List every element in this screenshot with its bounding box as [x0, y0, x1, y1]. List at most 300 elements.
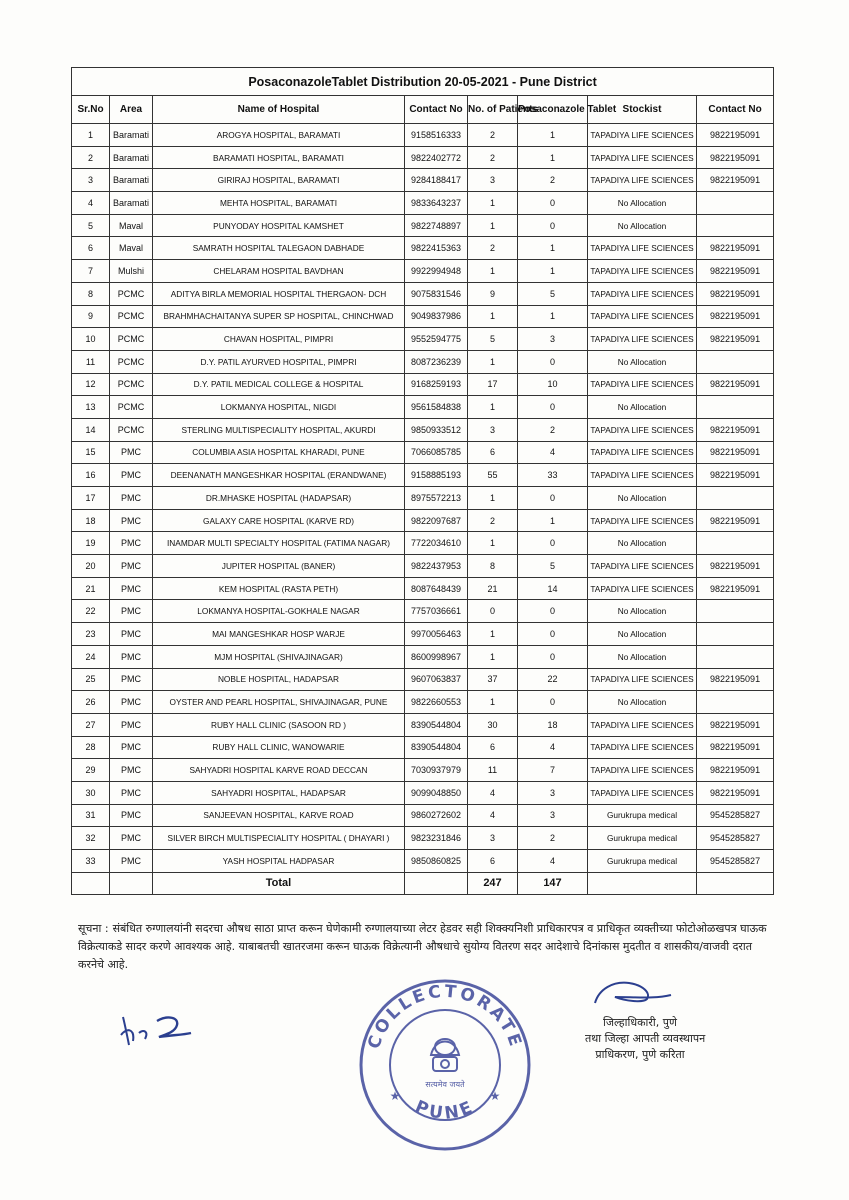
cell-area: PMC — [110, 645, 153, 668]
cell-hospital-name: COLUMBIA ASIA HOSPITAL KHARADI, PUNE — [153, 441, 405, 464]
cell-stockist: TAPADIYA LIFE SCIENCES — [588, 282, 697, 305]
cell-patients: 2 — [468, 237, 518, 260]
cell-stockist-contact — [697, 532, 774, 555]
cell-stockist-contact — [697, 192, 774, 215]
total-blank-contact — [405, 872, 468, 894]
cell-patients: 1 — [468, 192, 518, 215]
cell-hospital-name: JUPITER HOSPITAL (BANER) — [153, 555, 405, 578]
cell-stockist: No Allocation — [588, 691, 697, 714]
cell-stockist: TAPADIYA LIFE SCIENCES — [588, 736, 697, 759]
table-row — [72, 691, 774, 714]
table-row — [72, 555, 774, 578]
cell-sr-no: 25 — [72, 668, 110, 691]
star-icon: ★ — [389, 1089, 401, 1103]
cell-contact-no: 9823231846 — [405, 827, 468, 850]
cell-patients: 30 — [468, 713, 518, 736]
header-no-of-patients: No. of Patients — [468, 96, 518, 124]
cell-area: Baramati — [110, 146, 153, 169]
table-row — [72, 781, 774, 804]
cell-stockist-contact: 9822195091 — [697, 759, 774, 782]
cell-stockist: TAPADIYA LIFE SCIENCES — [588, 146, 697, 169]
cell-sr-no: 10 — [72, 328, 110, 351]
cell-tablets: 0 — [518, 192, 588, 215]
cell-hospital-name: GALAXY CARE HOSPITAL (KARVE RD) — [153, 509, 405, 532]
cell-area: PMC — [110, 691, 153, 714]
cell-sr-no: 4 — [72, 192, 110, 215]
cell-hospital-name: DEENANATH MANGESHKAR HOSPITAL (ERANDWANE) — [153, 464, 405, 487]
cell-sr-no: 29 — [72, 759, 110, 782]
cell-stockist-contact: 9822195091 — [697, 555, 774, 578]
table-row — [72, 804, 774, 827]
cell-area: Maval — [110, 237, 153, 260]
cell-hospital-name: LOKMANYA HOSPITAL, NIGDI — [153, 396, 405, 419]
table-row — [72, 441, 774, 464]
cell-stockist: TAPADIYA LIFE SCIENCES — [588, 169, 697, 192]
cell-patients: 21 — [468, 577, 518, 600]
cell-area: PMC — [110, 713, 153, 736]
cell-patients: 11 — [468, 759, 518, 782]
cell-tablets: 4 — [518, 850, 588, 873]
page-title: PosaconazoleTablet Distribution 20-05-2021 - Pune District — [72, 68, 774, 96]
cell-tablets: 0 — [518, 600, 588, 623]
cell-stockist: No Allocation — [588, 396, 697, 419]
cell-stockist: TAPADIYA LIFE SCIENCES — [588, 668, 697, 691]
cell-contact-no: 9822097687 — [405, 509, 468, 532]
signature-right — [585, 975, 675, 1015]
cell-sr-no: 24 — [72, 645, 110, 668]
table-row — [72, 759, 774, 782]
cell-contact-no: 9552594775 — [405, 328, 468, 351]
cell-area: PMC — [110, 600, 153, 623]
cell-area: PCMC — [110, 282, 153, 305]
cell-sr-no: 12 — [72, 373, 110, 396]
cell-stockist-contact: 9822195091 — [697, 373, 774, 396]
cell-sr-no: 9 — [72, 305, 110, 328]
total-blank-area — [110, 872, 153, 894]
seal-top-text: COLLECTORATE — [364, 981, 526, 1052]
table-row — [72, 577, 774, 600]
cell-stockist-contact: 9822195091 — [697, 305, 774, 328]
cell-sr-no: 15 — [72, 441, 110, 464]
cell-stockist: Gurukrupa medical — [588, 850, 697, 873]
cell-stockist: TAPADIYA LIFE SCIENCES — [588, 237, 697, 260]
cell-stockist-contact: 9545285827 — [697, 827, 774, 850]
cell-stockist-contact: 9822195091 — [697, 146, 774, 169]
cell-stockist: TAPADIYA LIFE SCIENCES — [588, 373, 697, 396]
table-row — [72, 328, 774, 351]
cell-stockist-contact: 9822195091 — [697, 328, 774, 351]
cell-stockist-contact: 9822195091 — [697, 260, 774, 283]
cell-tablets: 22 — [518, 668, 588, 691]
cell-contact-no: 9822748897 — [405, 214, 468, 237]
cell-hospital-name: BARAMATI HOSPITAL, BARAMATI — [153, 146, 405, 169]
header-stockist: Stockist — [588, 96, 697, 124]
header-sr-no: Sr.No — [72, 96, 110, 124]
cell-tablets: 7 — [518, 759, 588, 782]
cell-patients: 1 — [468, 645, 518, 668]
cell-tablets: 1 — [518, 305, 588, 328]
table-row — [72, 713, 774, 736]
cell-contact-no: 7757036661 — [405, 600, 468, 623]
cell-patients: 9 — [468, 282, 518, 305]
cell-stockist: No Allocation — [588, 600, 697, 623]
cell-area: Maval — [110, 214, 153, 237]
cell-stockist-contact: 9822195091 — [697, 668, 774, 691]
cell-stockist-contact: 9545285827 — [697, 850, 774, 873]
cell-contact-no: 8390544804 — [405, 713, 468, 736]
cell-contact-no: 9922994948 — [405, 260, 468, 283]
cell-tablets: 0 — [518, 623, 588, 646]
total-tablets: 147 — [518, 872, 588, 894]
cell-sr-no: 14 — [72, 418, 110, 441]
total-blank-stockist — [588, 872, 697, 894]
cell-tablets: 0 — [518, 214, 588, 237]
table-row — [72, 736, 774, 759]
cell-stockist: TAPADIYA LIFE SCIENCES — [588, 124, 697, 147]
cell-tablets: 0 — [518, 396, 588, 419]
table-row — [72, 124, 774, 147]
table-row — [72, 260, 774, 283]
cell-stockist-contact: 9822195091 — [697, 577, 774, 600]
cell-tablets: 5 — [518, 282, 588, 305]
table-row — [72, 509, 774, 532]
cell-stockist-contact: 9822195091 — [697, 282, 774, 305]
cell-patients: 4 — [468, 804, 518, 827]
cell-tablets: 0 — [518, 532, 588, 555]
cell-stockist-contact: 9822195091 — [697, 713, 774, 736]
cell-patients: 1 — [468, 260, 518, 283]
cell-tablets: 2 — [518, 169, 588, 192]
cell-contact-no: 9049837986 — [405, 305, 468, 328]
cell-area: PMC — [110, 441, 153, 464]
header-contact-no: Contact No — [405, 96, 468, 124]
table-row — [72, 192, 774, 215]
cell-patients: 6 — [468, 850, 518, 873]
table-row — [72, 282, 774, 305]
cell-stockist: TAPADIYA LIFE SCIENCES — [588, 759, 697, 782]
cell-stockist-contact: 9822195091 — [697, 169, 774, 192]
star-icon: ★ — [489, 1089, 501, 1103]
cell-patients: 1 — [468, 623, 518, 646]
cell-sr-no: 1 — [72, 124, 110, 147]
cell-stockist: No Allocation — [588, 487, 697, 510]
cell-tablets: 1 — [518, 237, 588, 260]
cell-stockist: Gurukrupa medical — [588, 827, 697, 850]
cell-sr-no: 27 — [72, 713, 110, 736]
cell-stockist: TAPADIYA LIFE SCIENCES — [588, 713, 697, 736]
header-area: Area — [110, 96, 153, 124]
total-row — [72, 872, 774, 894]
table-row — [72, 668, 774, 691]
total-blank-sr — [72, 872, 110, 894]
table-row — [72, 237, 774, 260]
cell-stockist: Gurukrupa medical — [588, 804, 697, 827]
cell-area: PMC — [110, 850, 153, 873]
cell-hospital-name: LOKMANYA HOSPITAL-GOKHALE NAGAR — [153, 600, 405, 623]
cell-patients: 1 — [468, 396, 518, 419]
cell-hospital-name: DR.MHASKE HOSPITAL (HADAPSAR) — [153, 487, 405, 510]
cell-tablets: 3 — [518, 781, 588, 804]
table-row — [72, 350, 774, 373]
cell-contact-no: 7722034610 — [405, 532, 468, 555]
cell-sr-no: 23 — [72, 623, 110, 646]
table-row — [72, 487, 774, 510]
cell-stockist: No Allocation — [588, 350, 697, 373]
emblem-icon — [431, 1039, 459, 1071]
cell-patients: 37 — [468, 668, 518, 691]
cell-patients: 1 — [468, 305, 518, 328]
cell-sr-no: 16 — [72, 464, 110, 487]
cell-patients: 5 — [468, 328, 518, 351]
cell-tablets: 14 — [518, 577, 588, 600]
cell-hospital-name: NOBLE HOSPITAL, HADAPSAR — [153, 668, 405, 691]
cell-contact-no: 9158516333 — [405, 124, 468, 147]
cell-hospital-name: D.Y. PATIL AYURVED HOSPITAL, PIMPRI — [153, 350, 405, 373]
cell-area: PMC — [110, 759, 153, 782]
cell-contact-no: 9970056463 — [405, 623, 468, 646]
cell-hospital-name: CHAVAN HOSPITAL, PIMPRI — [153, 328, 405, 351]
cell-hospital-name: ADITYA BIRLA MEMORIAL HOSPITAL THERGAON- DCH — [153, 282, 405, 305]
cell-patients: 3 — [468, 827, 518, 850]
table-row — [72, 214, 774, 237]
cell-stockist-contact: 9822195091 — [697, 237, 774, 260]
cell-area: Baramati — [110, 124, 153, 147]
cell-area: PMC — [110, 623, 153, 646]
cell-hospital-name: D.Y. PATIL MEDICAL COLLEGE & HOSPITAL — [153, 373, 405, 396]
cell-stockist: TAPADIYA LIFE SCIENCES — [588, 509, 697, 532]
cell-patients: 3 — [468, 169, 518, 192]
cell-hospital-name: PUNYODAY HOSPITAL KAMSHET — [153, 214, 405, 237]
cell-tablets: 33 — [518, 464, 588, 487]
cell-sr-no: 18 — [72, 509, 110, 532]
cell-stockist: TAPADIYA LIFE SCIENCES — [588, 305, 697, 328]
cell-stockist: TAPADIYA LIFE SCIENCES — [588, 464, 697, 487]
cell-hospital-name: SANJEEVAN HOSPITAL, KARVE ROAD — [153, 804, 405, 827]
cell-stockist: TAPADIYA LIFE SCIENCES — [588, 260, 697, 283]
table-row — [72, 305, 774, 328]
cell-patients: 2 — [468, 124, 518, 147]
cell-area: PCMC — [110, 373, 153, 396]
cell-stockist-contact — [697, 600, 774, 623]
cell-hospital-name: CHELARAM HOSPITAL BAVDHAN — [153, 260, 405, 283]
cell-contact-no: 9850933512 — [405, 418, 468, 441]
cell-stockist: No Allocation — [588, 623, 697, 646]
cell-patients: 1 — [468, 350, 518, 373]
table-row — [72, 373, 774, 396]
cell-stockist: No Allocation — [588, 192, 697, 215]
cell-contact-no: 8600998967 — [405, 645, 468, 668]
cell-contact-no: 9822402772 — [405, 146, 468, 169]
cell-hospital-name: RUBY HALL CLINIC (SASOON RD ) — [153, 713, 405, 736]
cell-contact-no: 7066085785 — [405, 441, 468, 464]
table-row — [72, 464, 774, 487]
cell-stockist: TAPADIYA LIFE SCIENCES — [588, 328, 697, 351]
cell-contact-no: 9860272602 — [405, 804, 468, 827]
note-label: सूचना : — [78, 922, 109, 935]
cell-area: Mulshi — [110, 260, 153, 283]
cell-contact-no: 9284188417 — [405, 169, 468, 192]
cell-stockist-contact — [697, 645, 774, 668]
header-hospital-name: Name of Hospital — [153, 96, 405, 124]
cell-patients: 17 — [468, 373, 518, 396]
signatory-line-2: तथा जिल्हा आपती व्यवस्थापन — [585, 1032, 706, 1045]
cell-tablets: 0 — [518, 350, 588, 373]
cell-sr-no: 33 — [72, 850, 110, 873]
cell-area: PMC — [110, 532, 153, 555]
cell-patients: 1 — [468, 532, 518, 555]
cell-tablets: 4 — [518, 736, 588, 759]
cell-stockist-contact: 9822195091 — [697, 464, 774, 487]
cell-hospital-name: MJM HOSPITAL (SHIVAJINAGAR) — [153, 645, 405, 668]
cell-sr-no: 30 — [72, 781, 110, 804]
total-patients: 247 — [468, 872, 518, 894]
cell-contact-no: 9833643237 — [405, 192, 468, 215]
cell-stockist: No Allocation — [588, 214, 697, 237]
cell-area: PCMC — [110, 350, 153, 373]
cell-stockist: TAPADIYA LIFE SCIENCES — [588, 418, 697, 441]
cell-stockist: TAPADIYA LIFE SCIENCES — [588, 441, 697, 464]
cell-sr-no: 8 — [72, 282, 110, 305]
total-label: Total — [153, 872, 405, 894]
cell-stockist: No Allocation — [588, 645, 697, 668]
cell-stockist-contact — [697, 214, 774, 237]
cell-stockist-contact: 9822195091 — [697, 509, 774, 532]
cell-stockist-contact — [697, 487, 774, 510]
cell-tablets: 2 — [518, 418, 588, 441]
cell-area: PMC — [110, 577, 153, 600]
cell-tablets: 3 — [518, 804, 588, 827]
signature-left — [115, 1005, 205, 1050]
cell-hospital-name: INAMDAR MULTI SPECIALTY HOSPITAL (FATIMA NAGAR) — [153, 532, 405, 555]
cell-area: PMC — [110, 781, 153, 804]
signatory-line-3: प्राधिकरण, पुणे करिता — [595, 1048, 685, 1061]
cell-patients: 1 — [468, 487, 518, 510]
cell-area: PCMC — [110, 396, 153, 419]
cell-stockist-contact: 9822195091 — [697, 418, 774, 441]
cell-patients: 6 — [468, 736, 518, 759]
table-row — [72, 418, 774, 441]
cell-contact-no: 9075831546 — [405, 282, 468, 305]
cell-sr-no: 26 — [72, 691, 110, 714]
cell-stockist: TAPADIYA LIFE SCIENCES — [588, 577, 697, 600]
cell-contact-no: 8087236239 — [405, 350, 468, 373]
signatory-block — [585, 1015, 706, 1063]
cell-stockist-contact: 9822195091 — [697, 124, 774, 147]
header-posaconazole-tablet: Posaconazole Tablet — [518, 96, 588, 124]
cell-hospital-name: STERLING MULTISPECIALITY HOSPITAL, AKURDI — [153, 418, 405, 441]
cell-patients: 8 — [468, 555, 518, 578]
cell-area: PMC — [110, 736, 153, 759]
cell-patients: 4 — [468, 781, 518, 804]
seal-motto: सत्यमेव जयते — [425, 1080, 465, 1089]
cell-tablets: 1 — [518, 146, 588, 169]
cell-tablets: 1 — [518, 260, 588, 283]
cell-sr-no: 7 — [72, 260, 110, 283]
cell-sr-no: 31 — [72, 804, 110, 827]
cell-contact-no: 9099048850 — [405, 781, 468, 804]
cell-stockist: No Allocation — [588, 532, 697, 555]
cell-sr-no: 11 — [72, 350, 110, 373]
cell-contact-no: 8390544804 — [405, 736, 468, 759]
collectorate-seal — [355, 975, 535, 1155]
cell-sr-no: 32 — [72, 827, 110, 850]
cell-sr-no: 2 — [72, 146, 110, 169]
cell-patients: 1 — [468, 691, 518, 714]
cell-tablets: 4 — [518, 441, 588, 464]
cell-contact-no: 9168259193 — [405, 373, 468, 396]
cell-hospital-name: SAMRATH HOSPITAL TALEGAON DABHADE — [153, 237, 405, 260]
header-stockist-contact: Contact No — [697, 96, 774, 124]
instruction-note — [78, 920, 768, 974]
cell-contact-no: 9822415363 — [405, 237, 468, 260]
distribution-table — [71, 67, 774, 895]
cell-tablets: 3 — [518, 328, 588, 351]
cell-hospital-name: OYSTER AND PEARL HOSPITAL, SHIVAJINAGAR, PUNE — [153, 691, 405, 714]
cell-tablets: 10 — [518, 373, 588, 396]
cell-stockist-contact: 9822195091 — [697, 781, 774, 804]
table-row — [72, 827, 774, 850]
cell-stockist-contact: 9822195091 — [697, 736, 774, 759]
cell-area: PMC — [110, 509, 153, 532]
cell-hospital-name: BRAHMHACHAITANYA SUPER SP HOSPITAL, CHINCHWAD — [153, 305, 405, 328]
cell-sr-no: 20 — [72, 555, 110, 578]
cell-stockist: TAPADIYA LIFE SCIENCES — [588, 781, 697, 804]
cell-patients: 3 — [468, 418, 518, 441]
cell-contact-no: 9822660553 — [405, 691, 468, 714]
cell-contact-no: 9850860825 — [405, 850, 468, 873]
cell-area: PMC — [110, 487, 153, 510]
cell-tablets: 1 — [518, 124, 588, 147]
table-row — [72, 396, 774, 419]
cell-area: Baramati — [110, 192, 153, 215]
cell-hospital-name: SAHYADRI HOSPITAL, HADAPSAR — [153, 781, 405, 804]
table-row — [72, 146, 774, 169]
cell-tablets: 1 — [518, 509, 588, 532]
cell-hospital-name: MEHTA HOSPITAL, BARAMATI — [153, 192, 405, 215]
cell-stockist-contact: 9545285827 — [697, 804, 774, 827]
cell-stockist-contact — [697, 350, 774, 373]
cell-area: PMC — [110, 827, 153, 850]
cell-area: PCMC — [110, 418, 153, 441]
cell-tablets: 0 — [518, 691, 588, 714]
cell-stockist-contact — [697, 396, 774, 419]
cell-area: PMC — [110, 464, 153, 487]
cell-stockist-contact — [697, 623, 774, 646]
cell-hospital-name: SILVER BIRCH MULTISPECIALITY HOSPITAL ( DHAYARI ) — [153, 827, 405, 850]
cell-patients: 55 — [468, 464, 518, 487]
cell-hospital-name: MAI MANGESHKAR HOSP WARJE — [153, 623, 405, 646]
cell-patients: 2 — [468, 146, 518, 169]
cell-tablets: 5 — [518, 555, 588, 578]
note-text: संबंधित रुग्णालयांनी सदरचा औषध साठा प्राप्त करून घेणेकामी रुग्णालयाच्या लेटर हेडवर सही शिक्क्यनिशी प्राधिकारपत्र व प्राधिकृत व्यक्तीच्या फोटोओळखपत्र घाऊक विक्रेत्याकडे सादर करणे आवश्यक आहे. याबाबतची खातरजमा करून घाऊक विक्रेत्यानी औषधाचे सुयोग्य वितरण सदर आदेशाचे दिनांकास मुदतीत व शासकीय/वाजवी दरात करनेचे आहे. — [78, 922, 767, 971]
cell-area: PCMC — [110, 328, 153, 351]
table-row — [72, 645, 774, 668]
signatory-line-1: जिल्हाधिकारी, पुणे — [603, 1016, 677, 1029]
cell-area: PMC — [110, 668, 153, 691]
cell-area: PMC — [110, 555, 153, 578]
cell-sr-no: 6 — [72, 237, 110, 260]
cell-stockist: TAPADIYA LIFE SCIENCES — [588, 555, 697, 578]
cell-contact-no: 7030937979 — [405, 759, 468, 782]
cell-tablets: 0 — [518, 645, 588, 668]
cell-sr-no: 19 — [72, 532, 110, 555]
table-row — [72, 600, 774, 623]
table-row — [72, 169, 774, 192]
cell-contact-no: 9607063837 — [405, 668, 468, 691]
cell-hospital-name: KEM HOSPITAL (RASTA PETH) — [153, 577, 405, 600]
table-header — [72, 96, 774, 124]
cell-contact-no: 9822437953 — [405, 555, 468, 578]
